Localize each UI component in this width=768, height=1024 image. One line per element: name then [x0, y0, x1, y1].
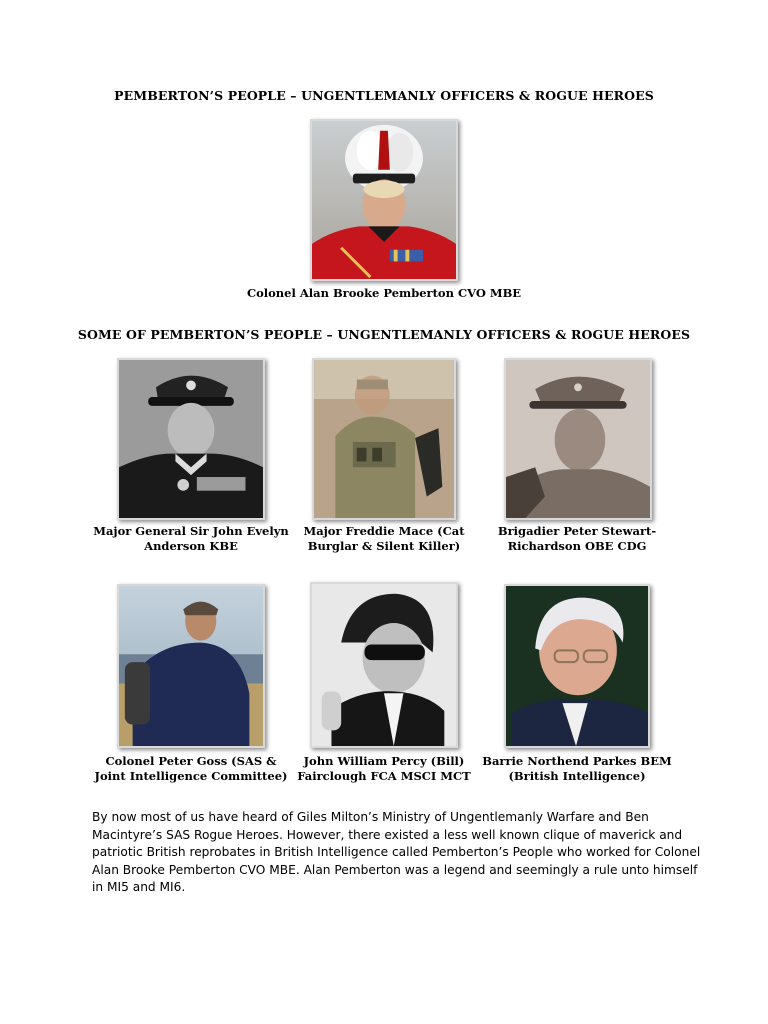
caption-mace: [284, 524, 484, 554]
caption-line: Fairclough FCA MSCI MCT: [297, 769, 471, 783]
body-line: Macintyre’s SAS Rogue Heroes. However, there existed a less well known clique of maverick and: [92, 827, 683, 842]
caption-line: John William Percy (Bill): [303, 754, 465, 768]
body-line: Alan Brooke Pemberton CVO MBE. Alan Pemberton was a legend and seemingly a rule unto himself: [92, 862, 698, 877]
body-line: in MI5 and MI6.: [92, 880, 186, 895]
caption-line: Major General Sir John Evelyn: [93, 524, 289, 538]
section-subtitle: SOME OF PEMBERTON’S PEOPLE – UNGENTLEMANLY OFFICERS & ROGUE HEROES: [77, 327, 691, 342]
portrait-anderson: [117, 358, 265, 520]
caption-line: Major Freddie Mace (Cat: [303, 524, 465, 538]
caption-stewart-richardson: [477, 524, 677, 554]
portrait-caption: Colonel Alan Brooke Pemberton CVO MBE: [246, 286, 522, 300]
body-line: patriotic British reprobates in British Intelligence called Pemberton’s People who worked for Colonel: [92, 845, 701, 860]
caption-line: Colonel Peter Goss (SAS &: [105, 754, 277, 768]
caption-line: Anderson KBE: [144, 539, 238, 553]
portrait-pemberton: [310, 119, 458, 281]
portrait-stewart-richardson: [504, 358, 652, 520]
portrait-goss: [117, 584, 265, 748]
caption-anderson: [91, 524, 291, 554]
caption-line: Burglar & Silent Killer): [307, 539, 461, 553]
caption-parkes: [477, 754, 677, 784]
caption-line: Richardson OBE CDG: [507, 539, 647, 553]
caption-line: Barrie Northend Parkes BEM: [482, 754, 672, 768]
portrait-fairclough: [310, 582, 458, 748]
portrait-mace: [312, 358, 456, 520]
body-line: By now most of us have heard of Giles Milton’s Ministry of Ungentlemanly Warfare and Ben: [92, 810, 649, 824]
caption-line: (British Intelligence): [508, 769, 646, 783]
body-paragraph: [92, 809, 701, 897]
caption-fairclough: [284, 754, 484, 784]
caption-line: Brigadier Peter Stewart-: [497, 524, 657, 538]
portrait-parkes: [504, 584, 650, 748]
caption-line: Joint Intelligence Committee): [94, 769, 288, 783]
page-title: PEMBERTON’S PEOPLE – UNGENTLEMANLY OFFICERS & ROGUE HEROES: [114, 88, 654, 103]
caption-goss: [91, 754, 291, 784]
